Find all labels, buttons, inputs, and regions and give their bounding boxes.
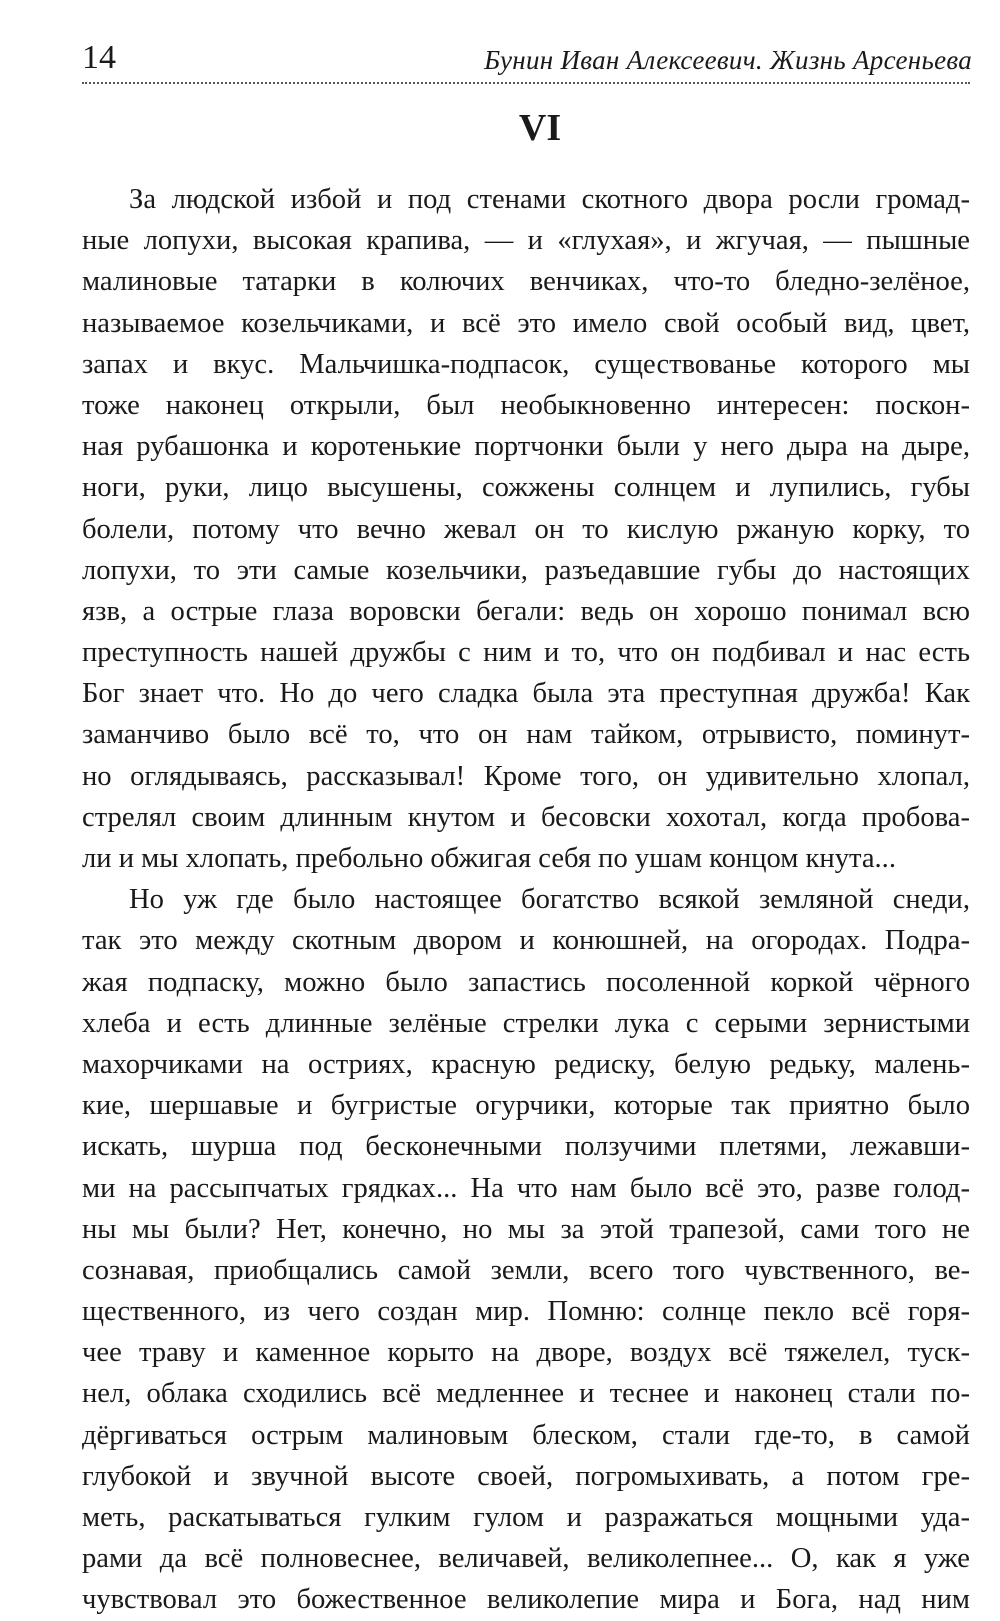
text-line: болели, потому что вечно жевал он то кислую ржаную корку, то [82, 513, 970, 545]
chapter-heading: VI [518, 107, 562, 149]
text-line: но оглядываясь, рассказывал! Кроме того, он удивительно хлопал, [82, 760, 970, 792]
text-line: ноги, руки, лицо высушены, сожжены солнцем и лупились, губы [82, 472, 970, 504]
text-line: заманчиво было всё то, что он нам тайком, отрывисто, поминут- [82, 719, 970, 751]
text-line: жая подпаску, можно было запастись посоленной коркой чёрного [82, 966, 970, 998]
text-line: преступность нашей дружбы с ним и то, что он подбивал и нас есть [82, 637, 970, 669]
text-line: глубокой и звучной высоте своей, погромыхивать, а потом гре- [82, 1460, 970, 1492]
text-line: так это между скотным двором и конюшней, на огородах. Подра- [82, 925, 970, 957]
text-line: ные лопухи, высокая крапива, — и «глухая», и жгучая, — пышные [82, 225, 970, 257]
text-line: Бог знает что. Но до чего сладка была эта преступная дружба! Как [82, 678, 970, 710]
text-line: ми на рассыпчатых грядках... На что нам было всё это, разве голод- [82, 1172, 970, 1204]
text-line: тоже наконец открыли, был необыкновенно интересен: поскон- [82, 389, 970, 421]
running-head [82, 36, 972, 84]
text-line: стрелял своим длинным кнутом и бесовски хохотал, когда пробова- [82, 801, 970, 833]
text-line: сознавая, приобщались самой земли, всего того чувственного, ве- [82, 1254, 970, 1286]
text-line: язв, а острые глаза воровски бегали: ведь он хорошо понимал всю [82, 595, 970, 627]
text-line: ная рубашонка и коротенькие портчонки были у него дыра на дыре, [82, 431, 970, 463]
header-dotted-rule [82, 82, 970, 84]
text-line: дёргиваться острым малиновым блеском, стали где-то, в самой [82, 1419, 970, 1451]
text-line: За людской избой и под стенами скотного двора росли громад- [129, 184, 970, 215]
text-line: рами да всё полновеснее, величавей, великолепнее... О, как я уже [82, 1543, 970, 1575]
text-line: искать, шурша под бесконечными ползучими плетями, лежавши- [82, 1131, 970, 1163]
text-line: махорчиками на остриях, красную редиску, белую редьку, малень- [82, 1048, 970, 1080]
text-line: хлеба и есть длинные зелёные стрелки лука с серыми зернистыми [82, 1007, 970, 1039]
text-line: ли и мы хлопать, пребольно обжигая себя по ушам концом кнута... [82, 843, 896, 874]
text-line: чее траву и каменное корыто на дворе, воздух всё тяжелел, туск- [82, 1337, 970, 1369]
text-line: ны мы были? Нет, конечно, но мы за этой трапезой, сами того не [82, 1213, 970, 1245]
text-line: запах и вкус. Мальчишка-подпасок, существованье которого мы [82, 348, 970, 380]
text-line: чувствовал это божественное великолепие мира и Бога, над ним [82, 1584, 970, 1616]
text-line: щественного, из чего создан мир. Помню: солнце пекло всё горя- [82, 1296, 970, 1328]
text-line: Но уж где было настоящее богатство всякой земляной снеди, [129, 884, 970, 916]
text-line: называемое козельчиками, и всё это имело свой особый вид, цвет, [82, 307, 970, 339]
page-number: 14 [82, 39, 116, 76]
text-line: нел, облака сходились всё медленнее и теснее и наконец стали по- [82, 1378, 970, 1410]
text-line: кие, шершавые и бугристые огурчики, которые так приятно было [82, 1090, 970, 1122]
text-line: лопухи, то эти самые козельчики, разъедавшие губы до настоящих [82, 554, 970, 586]
text-line: меть, раскатываться гулким гулом и разражаться мощными уда- [82, 1502, 970, 1533]
body-text [82, 179, 970, 1621]
text-line: малиновые татарки в колючих венчиках, что-то бледно-зелёное, [82, 266, 970, 298]
running-title: Бунин Иван Алексеевич. Жизнь Арсеньева [484, 45, 972, 75]
